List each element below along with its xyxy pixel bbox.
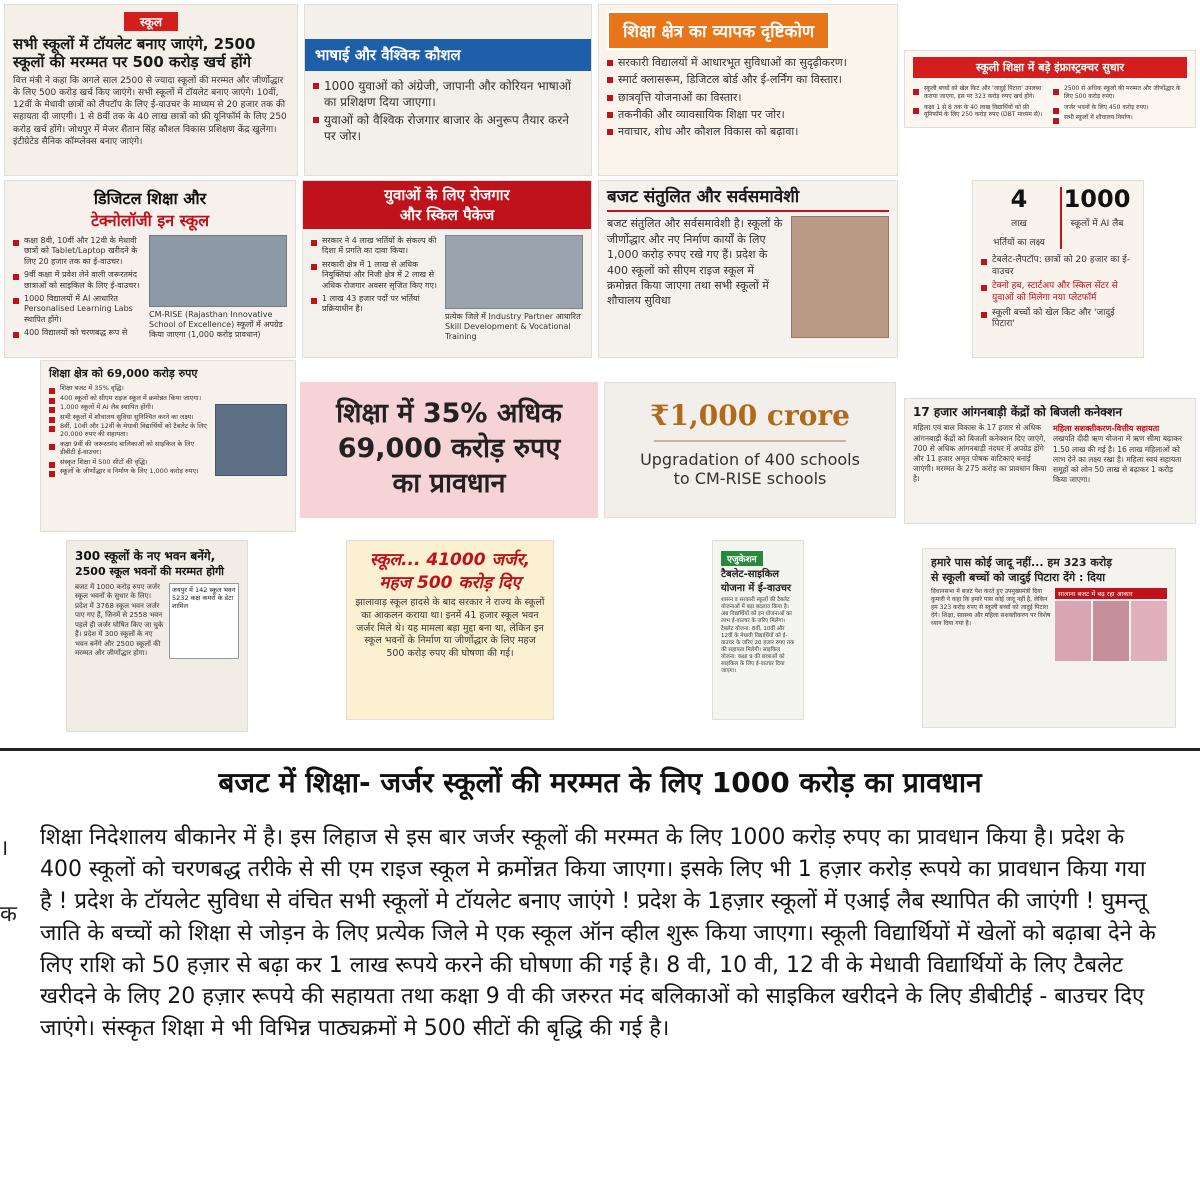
clip-title: शिक्षा क्षेत्र को 69,000 करोड़ रुपए	[49, 367, 198, 380]
highlight-line1: शिक्षा में 35% अधिक	[336, 398, 562, 429]
list-item: सरकारी क्षेत्र में 1 लाख से अधिक नियुक्तियां और निजी क्षेत्र में 2 लाख से अधिक रोजगार अवसर सृजित किए गए।	[311, 260, 439, 291]
workshop-photo	[445, 235, 583, 309]
clip-body: बजट में 1000 करोड़ रुपए जर्जर स्कूल भवनों के सुधार के लिए। प्रदेश में 3768 स्कूल भवन जर्जर पाए गए हैं, जिनमें से 2558 भवन पहले ही जर्जर घोषित किए जा चुके हैं। प्रदेश में 300 स्कूलों के नए भवन बनेंगे और 2500 स्कूलों की मरम्मत और जीर्णोद्धार होगा।	[75, 583, 164, 658]
clip-list	[981, 255, 1135, 331]
amount-line2: to CM-RISE schools	[673, 469, 827, 488]
list-item: तकनीकी और व्यावसायिक शिक्षा पर जोर।	[607, 108, 889, 122]
clip-35-percent	[300, 382, 598, 518]
highlight-line3: का प्रावधान	[392, 468, 506, 500]
list-item: टेबलेट-लैपटॉप: छात्रों को 20 हजार का ई-वाउचर	[981, 255, 1135, 278]
clip-41000-dilapidated	[346, 540, 554, 720]
clip-title-line1: टैबलेट-साइकिल	[721, 569, 780, 580]
clip-digital-education	[4, 180, 296, 358]
clip-body-right: लखपति दीदी ऋण योजना में ऋण सीमा बढ़ाकर 1.50 लाख की गई है। 16 लाख महिलाओं को लाभ देने का लक्ष्य रखा है। महिला स्वयं सहायता समूहों को लोन 50 लाख से बढ़ाकर 1 करोड़ किया जाएगा।	[1053, 434, 1183, 484]
list-item: जर्जर भवनों के लिए 450 करोड़ रुपए।	[1053, 104, 1187, 112]
list-item: 400 विद्यालयों को चरणबद्ध रूप से	[13, 328, 143, 338]
clip-body: शासन व सरकारी स्कूलों की टैबलेट योजनाओं में बड़ा बदलाव किया है। अब विद्यार्थियों को इन योजनाओं का लाभ ई-वाउचर के जरिए मिलेगा। टैबलेट योजना: 8वीं, 10वीं और 12वीं के मेधावी विद्यार्थियों को ई-वाउचर के जरिए 20 हजार रुपए तक की सहायता मिलेगी। साइकिल योजना: कक्षा 9 की छात्राओं को साइकिल के लिए ई-वाउचर दिया जाएगा।	[721, 597, 795, 675]
clip-magic-box	[922, 548, 1176, 728]
list-item: 9वीं कक्षा में प्रवेश लेने वाली जरूरतमंद छात्राओं को साइकिल के लिए ई-वाउचर।	[13, 270, 143, 291]
photo	[1055, 601, 1091, 661]
stat-value: 4	[1010, 185, 1028, 213]
stat-ai-labs	[1060, 187, 1132, 249]
article-body: शिक्षा निदेशालय बीकानेर में है। इस लिहाज से इस बार जर्जर स्कूलों की मरम्मत के लिए 1000 करोड़ रुपए का प्रावधान किया है। प्रदेश के 400 स्कूलों को चरणबद्ध तरीके से सी एम राइज स्कूल मे क्रमोंन्नत किया जाएगा। इसके लिए भी 1 हज़ार करोड़ रूपये का प्रावधान किया गया है ! प्रदेश के टॉयलेट सुविधा से वंचित सभी स्कूलों मे टॉयलेट बनाए जाएंगे ! प्रदेश के 1हज़ार स्कूलों में एआई लैब स्थापित की जाएंगी ! घुमन्तू जाति के बच्चों को शिक्षा से जोड़न के लिए प्रत्येक जिले मे एक स्कूल ऑन व्हील शुरू किया जाएगा। स्कूली विद्यार्थियों में खेलों को बढ़ाबा देने के लिए राशि को 50 हज़ार से बढ़ा कर 1 लाख रूपये करने की घोषणा की गई है। 8 वी, 10 वी, 12 वी के मेधावी विद्यार्थियों के लिए टैबलेट खरीदने के लिए 20 हज़ार रूपये की सहायता तथा कक्षा 9 वी की जरुरत मंद बलिकाओं को साइकिल खरीदने के लिए डीबीटीई - बाउचर दिए जाएंगे। संस्कृत शिक्षा मे भी विभिन्न पाठ्यक्रमों मे 500 सीटों की बृद्धि की गई है।	[40, 825, 1156, 1042]
list-item: छात्रवृत्ति योजनाओं का विस्तार।	[607, 91, 889, 105]
stat-label: भर्तियों का लक्ष्य	[993, 238, 1045, 248]
clip-youth-employment	[302, 180, 592, 358]
list-item: कक्षा 8वी, 10वीं और 12वी के मेधावी छात्रों को Tablet/Laptop खरीदने के लिए 20 हजार तक का ई-वाउचर।	[13, 236, 143, 267]
amount-line1: Upgradation of 400 schools	[640, 450, 860, 469]
clip-title-line2: और स्किल पैकेज	[399, 206, 495, 224]
clip-title: बजट संतुलित और सर्वसमावेशी	[607, 187, 889, 212]
clip-tablet-voucher	[712, 540, 804, 720]
clip-title-line1: 300 स्कूलों के नए भवन बनेंगे,	[75, 549, 216, 563]
list-item: स्कूलों के जीर्णोद्धार व निर्माण के लिए 1,000 करोड़ रुपए।	[49, 467, 211, 475]
clip-school-toilets	[4, 4, 298, 176]
clip-title-line1: स्कूल... 41000 जर्जर,	[369, 550, 531, 570]
inset-text: जयपुर में 142 स्कूल भवन 5232 कक्ष कमरों के डेटा शामिल	[172, 586, 236, 611]
clip-language-skills	[304, 4, 592, 176]
clip-body: विधानसभा में बजट पेश करते हुए उपमुख्यमंत्री दिया कुमारी ने कहा कि हमारे पास कोई जादू नहीं है, लेकिन हम 323 करोड़ रुपए से स्कूली बच्चों को जादुई पिटारा देंगे। शिक्षा, स्वास्थ्य और महिला सशक्तीकरण पर विशेष ध्यान दिया गया है।	[931, 588, 1051, 628]
photo-caption: CM-RISE (Rajasthan Innovative School of Excellence) स्कूलों में अपग्रेड किया जाएगा (1,000 करोड़ प्रावधान)	[149, 310, 283, 339]
clip-title: स्कूली शिक्षा में बड़े इंफ्रास्ट्रक्चर सुधार	[913, 57, 1187, 78]
clip-stats-panel	[972, 180, 1144, 358]
amount-heading: ₹1,000 crore	[650, 399, 850, 432]
list-item: 8वीं, 10वीं और 12वीं के मेधावी विद्यार्थियों को टैबलेट के लिए 20,000 रुपए की सहायता।	[49, 422, 211, 439]
clip-balanced-budget	[598, 180, 898, 358]
list-item: 1000 युवाओं को अंग्रेजी, जापानी और कोरियन भाषाओं का प्रशिक्षण दिया जाएगा।	[313, 79, 583, 110]
list-item: युवाओं को वैश्विक रोजगार बाजार के अनुरूप तैयार करने पर जोर।	[313, 113, 583, 144]
photo	[1093, 601, 1129, 661]
list-item: 1 लाख 43 हजार पदों पर भर्तियां प्रक्रियाधीन है।	[311, 294, 439, 315]
list-item: स्कूली बच्चों को खेल किट और 'जादुई पिटारा' उपलब्ध कराया जाएगा, इस पर 323 करोड़ रुपए खर्च होंगे।	[913, 85, 1047, 101]
minister-photo	[791, 216, 889, 338]
clip-body: वित्त मंत्री ने कहा कि अगले साल 2500 से ज्यादा स्कूलों की मरम्मत और जीर्णोद्धार के लिए 500 करोड़ खर्च किए जाएंगे। सभी स्कूलों में टॉयलेट बनाए जाएंगे। 10वीं, 12वीं के मेधावी छात्रों को लैपटॉप के लिए ई-वाउचर के माध्यम से 20 हजार तक की सहायता दी जाएगी। 1 से 8वीं तक के 40 लाख छात्रों को फ्री यूनिफॉर्म के लिए 250 करोड़ खर्च होंगे। जोधपुर में मेजर शैतान सिंह कौशल विकास प्रशिक्षण केंद्र खुलेगा। इंटीग्रेटेड सैनिक कॉम्प्लेक्स बनाए जाएंगे।	[13, 76, 287, 147]
banner: सालाना बजट में बढ़ रहा आकार	[1055, 588, 1167, 599]
clip-body-left: महिला एवं बाल विकास के 17 हजार से अधिक आंगनबाड़ी केंद्रों को बिजली कनेक्शन दिए जाएंगे, 700 से अधिक आंगनबाड़ी नंदघर में अपग्रेड होंगे और 11 हजार अमृत पोषक वाटिकाएं बनाई जाएंगी। मरम्मत के 275 करोड़ का प्रावधान किया है।	[913, 423, 1047, 484]
classroom-photo	[149, 235, 287, 307]
list-item: 400 स्कूलों को सीएम राइज स्कूल में क्रमोन्नत किया जाएगा।	[49, 394, 211, 402]
clip-title: 17 हजार आंगनबाड़ी केंद्रों को बिजली कनेक्शन	[913, 405, 1123, 419]
list-item: सरकार ने 4 लाख भर्तियों के संकल्प की दिशा में प्रगति का दावा किया।	[311, 236, 439, 257]
clip-body: झालावाड़ स्कूल हादसे के बाद सरकार ने राज्य के स्कूलों का आकलन कराया था। इनमें 41 हजार स्कूल भवन जर्जर मिले थे। यह मामला बड़ा मुद्दा बना था, लेकिन इन स्कूल भवनों के निर्माण या जीर्णोद्धार के लिए महज 500 करोड़ रुपए की घोषणा की गई।	[355, 597, 545, 660]
photo-caption: प्रत्येक जिले में Industry Partner आधारित Skill Development & Vocational Training	[445, 312, 581, 341]
list-item: शिक्षा बजट में 35% वृद्धि।	[49, 384, 211, 392]
clip-list-left	[913, 84, 1047, 125]
clip-title-line1: हमारे पास कोई जादू नहीं... हम 323 करोड़	[931, 556, 1113, 569]
list-item: कक्षा 1 से 8 तक के 40 लाख विद्यार्थियों को फ्री यूनिफॉर्म के लिए 250 करोड़ रुपए (DBT माध्यम से)।	[913, 104, 1047, 120]
clip-education-overview	[598, 4, 898, 176]
stat-value: 1000	[1063, 185, 1131, 213]
clip-300-schools	[66, 540, 248, 732]
clip-title-line2: 2500 स्कूल भवनों की मरम्मत होगी	[75, 565, 224, 578]
edge-mark: क	[0, 902, 17, 927]
clip-body: बजट संतुलित और सर्वसमावेशी है। स्कूलों के जीर्णोद्धार और नए निर्माण कार्यों के लिए 1,000 करोड़ रुपए रखे गए हैं। प्रदेश के 400 स्कूलों को सीएम राइज स्कूल में क्रमोन्नत किया जाएगा तथा सभी स्कूलों में शौचालय सुविधा	[607, 217, 783, 308]
clip-69000-crore	[40, 360, 296, 532]
clip-title: भाषाई और वैश्विक कौशल	[305, 39, 591, 71]
clip-title-line2: महज 500 करोड़ दिए	[379, 573, 521, 593]
clip-title-line2: योजना में ई-वाउचर	[721, 583, 792, 594]
clip-list	[13, 235, 143, 342]
clip-infrastructure	[904, 50, 1196, 128]
stat-unit: लाख	[1011, 219, 1027, 229]
clip-title-line2: टेक्नोलॉजी इन स्कूल	[90, 211, 210, 230]
clip-list	[607, 56, 889, 139]
clip-title-line1: युवाओं के लिए रोजगार	[384, 186, 510, 204]
minister-photos	[1055, 601, 1167, 661]
photo	[1131, 601, 1167, 661]
clip-anganwadi	[904, 398, 1196, 524]
list-item: स्कूली बच्चों को खेल किट और 'जादुई पिटारा'	[981, 308, 1135, 331]
clip-list	[313, 79, 583, 144]
list-item: सभी स्कूलों में शौचालय सुविधा सुनिश्चित करने का लक्ष्य।	[49, 413, 211, 421]
list-item: कक्षा 9वीं की जरूरतमंद बालिकाओं को साइकिल के लिए डीबीटी ई-वाउचर।	[49, 440, 211, 457]
list-item: 1,000 स्कूलों में AI लैब स्थापित होंगी।	[49, 403, 211, 411]
clip-list-right	[1053, 84, 1187, 125]
clip-title: शिक्षा क्षेत्र का व्यापक दृष्टिकोण	[607, 11, 830, 50]
clip-title-line2: से स्कूली बच्चों को जादुई पिटारा देंगे : दिया	[931, 571, 1106, 584]
clip-list	[311, 235, 439, 342]
list-item: स्मार्ट क्लासरूम, डिजिटल बोर्ड और ई-लर्निंग का विस्तार।	[607, 73, 889, 87]
list-item: टेक्नो हब, स्टार्टअप और स्किल सेंटर से युवाओं को मिलेगा नया प्लेटफॉर्म	[981, 281, 1135, 304]
section-tag: एजुकेशन	[721, 551, 763, 566]
article-title: बजट में शिक्षा- जर्जर स्कूलों की मरम्मत के लिए 1000 करोड़ का प्रावधान	[0, 748, 1200, 813]
highlight-line2: 69,000 करोड़ रुपए	[337, 433, 561, 465]
clip-headline: सभी स्कूलों में टॉयलेट बनाए जाएंगे, 2500 स्कूलों की मरम्मत पर 500 करोड़ खर्च होंगे	[13, 35, 256, 71]
stat-recruitment	[984, 187, 1054, 249]
clip-list	[49, 384, 211, 476]
student-computer-photo	[215, 404, 287, 476]
clip-1000-crore	[604, 382, 896, 518]
list-item: सरकारी विद्यालयों में आधारभूत सुविधाओं का सुदृढ़ीकरण।	[607, 56, 889, 70]
list-item: 2500 से अधिक स्कूलों की मरम्मत और जीर्णोद्धार के लिए 500 करोड़ रुपए।	[1053, 85, 1187, 101]
inset-box	[169, 583, 239, 659]
list-item: संस्कृत शिक्षा में 500 सीटों की वृद्धि।	[49, 458, 211, 466]
clip-title-line1: डिजिटल शिक्षा और	[93, 189, 207, 208]
list-item: 1000 विद्यालयों में AI आधारित Personalised Learning Labs स्थापित होंगे।	[13, 294, 143, 325]
section-tag: स्कूल	[124, 12, 178, 31]
clip-subtitle: महिला सशक्तीकरण-वित्तीय सहायता	[1053, 424, 1160, 434]
edge-mark: ।	[0, 836, 9, 861]
list-item: नवाचार, शोध और कौशल विकास को बढ़ावा।	[607, 125, 889, 139]
list-item: सभी स्कूलों में शौचालय निर्माण।	[1053, 114, 1187, 122]
stat-label: स्कूलों में AI लैब	[1070, 219, 1124, 229]
